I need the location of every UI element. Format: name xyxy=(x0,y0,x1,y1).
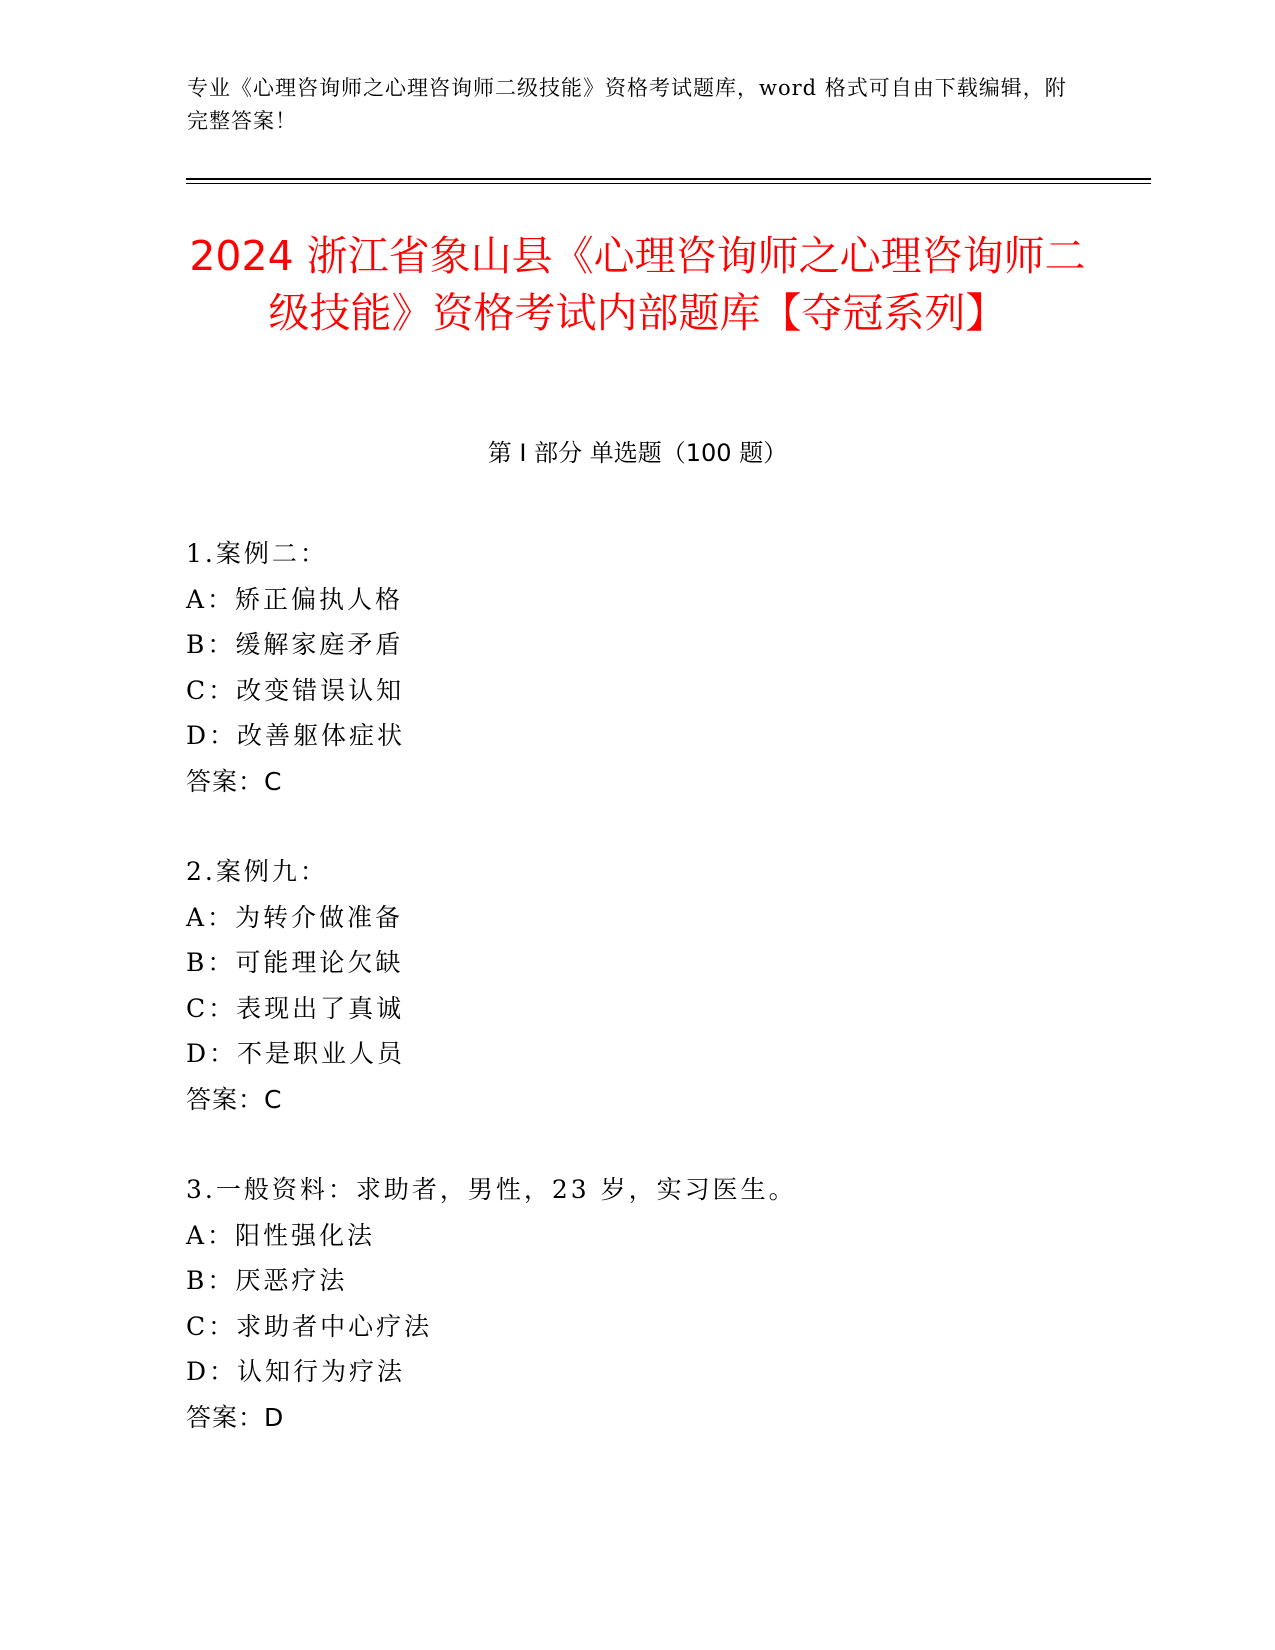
question-item xyxy=(186,849,1086,1122)
question-item xyxy=(186,531,1086,804)
option-d: D：改善躯体症状 xyxy=(186,721,406,750)
answer: 答案：C xyxy=(186,1084,283,1114)
answer: 答案：D xyxy=(186,1402,285,1432)
question-item xyxy=(186,1167,1086,1440)
option-a: A：为转介做准备 xyxy=(186,902,404,932)
option-d: D：认知行为疗法 xyxy=(186,1357,406,1386)
header-divider-thick xyxy=(186,178,1151,180)
header-note: 专业《心理咨询师之心理咨询师二级技能》资格考试题库，word 格式可自由下载编辑，附完整答案！ xyxy=(187,76,1067,133)
option-a: A：矫正偏执人格 xyxy=(186,584,404,614)
question-stem: 3.一般资料：求助者，男性，23 岁，实习医生。 xyxy=(186,1175,797,1204)
option-b: B：缓解家庭矛盾 xyxy=(186,630,404,659)
option-c: C：求助者中心疗法 xyxy=(186,1311,433,1341)
option-b: B：可能理论欠缺 xyxy=(186,948,404,977)
question-stem: 1.案例二： xyxy=(186,539,328,568)
document-title: 2024 浙江省象山县《心理咨询师之心理咨询师二级技能》资格考试内部题库【夺冠系列】 xyxy=(189,232,1086,337)
option-b: B：厌恶疗法 xyxy=(186,1266,348,1295)
header-divider-thin xyxy=(186,183,1151,184)
option-c: C：表现出了真诚 xyxy=(186,993,405,1023)
option-c: C：改变错误认知 xyxy=(186,675,405,705)
question-stem: 2.案例九： xyxy=(186,857,328,886)
section-heading: 第 I 部分 单选题（100 题） xyxy=(487,439,788,467)
answer: 答案：C xyxy=(186,766,283,796)
option-a: A：阳性强化法 xyxy=(186,1220,376,1250)
option-d: D：不是职业人员 xyxy=(186,1039,406,1068)
